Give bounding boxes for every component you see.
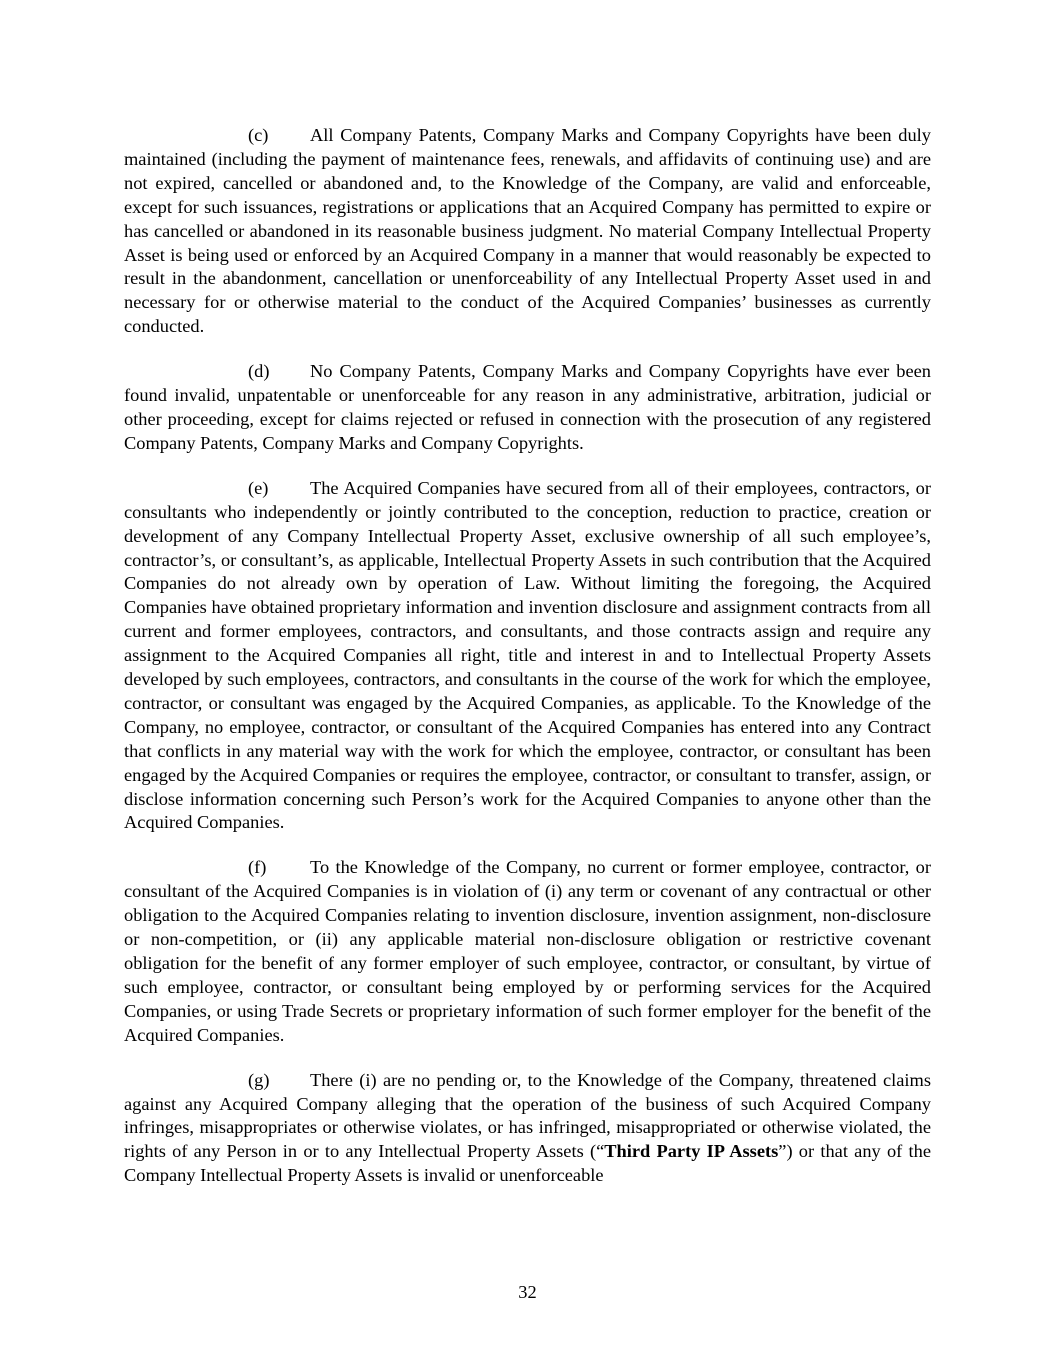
paragraph-text: No Company Patents, Company Marks and Company Copyrights have ever been found invalid, unpatentable or unenforceable for any reason in any administrative, arbitration, judicial or other proceeding, except for claims rejected or refused in connection with the prosecution of any registered Company Patents, Company Marks and Company Copyrights. — [124, 361, 931, 453]
paragraph-text: All Company Patents, Company Marks and Company Copyrights have been duly maintained (including the payment of maintenance fees, renewals, and affidavits of continuing use) and are not expired, cancelled or abandoned and, to the Knowledge of the Company, are valid and enforceable, except for such issuances, registrations or applications that an Acquired Company has permitted to expire or has cancelled or abandoned in its reasonable business judgment. No material Company Intellectual Property Asset is being used or enforced by an Acquired Company in a manner that would reasonably be expected to result in the abandonment, cancellation or unenforceability of any Intellectual Property Asset used in and necessary for or otherwise material to the conduct of the Acquired Companies’ businesses as currently conducted. — [124, 125, 931, 337]
paragraph-text: To the Knowledge of the Company, no current or former employee, contractor, or consultant of the Acquired Companies is in violation of (i) any term or covenant of any contractual or other obligation to the Acquired Companies relating to invention disclosure, invention assignment, non-disclosure or non-competition, or (ii) any applicable material non-disclosure obligation or restrictive covenant obligation for the benefit of any former employer of such employee, contractor, or consultant, by virtue of such employee, contractor, or consultant being employed by or performing services for the Acquired Companies, or using Trade Secrets or proprietary information of such former employer for the benefit of the Acquired Companies. — [124, 857, 931, 1045]
paragraph-d — [124, 360, 931, 456]
paragraph-text: The Acquired Companies have secured from all of their employees, contractors, or consultants who independently or jointly contributed to the conception, reduction to practice, creation or development of any Company Intellectual Property Asset, exclusive ownership of all such employee’s, contractor’s, or consultant’s, as applicable, Intellectual Property Assets in such contribution that the Acquired Companies do not already own by operation of Law. Without limiting the foregoing, the Acquired Companies have obtained proprietary information and invention disclosure and assignment contracts from all current and former employees, contractors, and consultants, and those contracts assign and require any assignment to the Acquired Companies all right, title and interest in and to Intellectual Property Assets developed by such employees, contractors, and consultants in the course of the work for which the employee, contractor, or consultant was engaged by the Acquired Companies, as applicable. To the Knowledge of the Company, no employee, contractor, or consultant of the Acquired Companies has entered into any Contract that conflicts in any material way with the work for which the employee, contractor, or consultant has been engaged by the Acquired Companies or requires the employee, contractor, or consultant to transfer, assign, or disclose information concerning such Person’s work for the Acquired Companies to anyone other than the Acquired Companies. — [124, 477, 931, 833]
paragraph-label: (f) — [248, 857, 267, 878]
paragraph-text: There (i) are no pending or, to the Knowledge of the Company, threatened claims against any Acquired Company alleging that the operation of the business of such Acquired Company infringes, misappropriates or otherwise violates, or has infringed, misappropriated or otherwise violated, the rights of any Person in or to any Intellectual Property Assets (“ — [124, 1069, 931, 1162]
paragraph-label: (g) — [248, 1069, 270, 1090]
paragraph-text-continued: ”) or that any of the Company Intellectual Property Assets is invalid or unenforceable — [124, 1141, 931, 1186]
page-number: 32 — [518, 1282, 537, 1302]
paragraph-c — [124, 124, 931, 339]
paragraph-label: (e) — [248, 477, 269, 498]
paragraph-label: (d) — [248, 361, 270, 382]
paragraph-e — [124, 477, 931, 836]
paragraph-g — [124, 1069, 931, 1189]
body-text — [124, 124, 931, 1209]
defined-term: Third Party IP Assets — [604, 1141, 779, 1162]
paragraph-label: (c) — [248, 125, 269, 145]
paragraph-f — [124, 856, 931, 1047]
